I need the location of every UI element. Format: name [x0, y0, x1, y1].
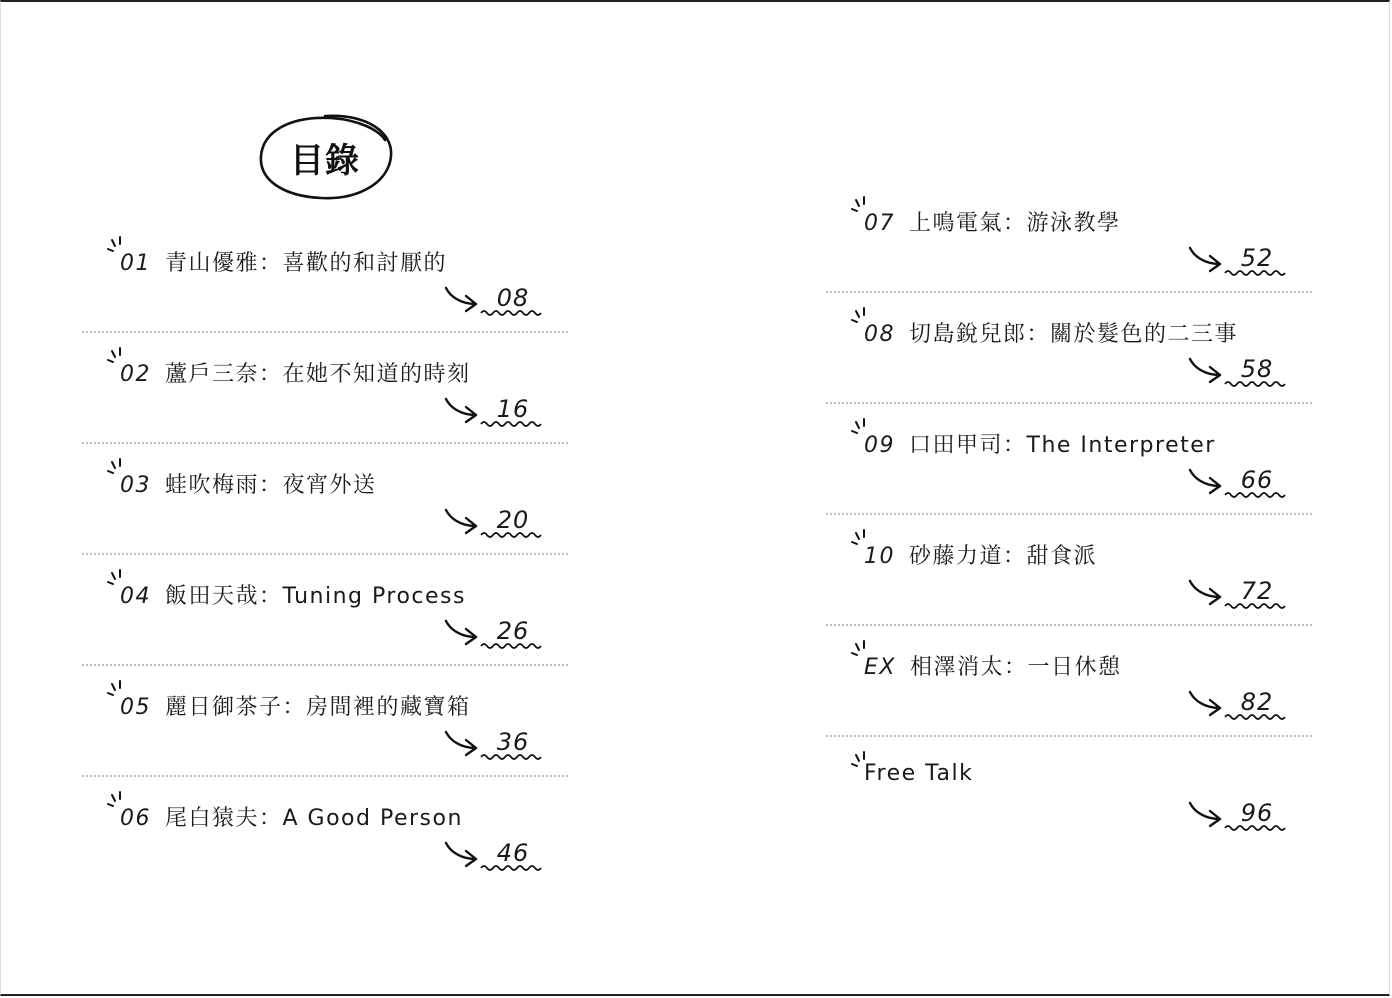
- toc-entry[interactable]: [826, 737, 1312, 848]
- toc-entry-number: 07: [864, 211, 895, 236]
- toc-entry-number: 08: [864, 322, 895, 347]
- toc-entry-title-text: 蘆戶三奈：在她不知道的時刻: [165, 362, 471, 387]
- toc-entry[interactable]: [826, 404, 1312, 515]
- curved-arrow-icon: [1186, 799, 1226, 831]
- toc-entry-title: [864, 206, 1121, 237]
- toc-page-number: 66: [1240, 466, 1274, 494]
- toc-entry[interactable]: [826, 515, 1312, 626]
- toc-page-reference[interactable]: [442, 284, 546, 316]
- toc-entry-number: 02: [120, 362, 151, 387]
- toc-entry-number: 09: [864, 433, 895, 458]
- curved-arrow-icon: [1186, 577, 1226, 609]
- curved-arrow-icon: [442, 395, 482, 427]
- curved-arrow-icon: [442, 728, 482, 760]
- toc-page-reference[interactable]: [442, 728, 546, 760]
- curved-arrow-icon: [1186, 466, 1226, 498]
- toc-entry-title-text: 上鳴電氣：游泳教學: [909, 211, 1121, 236]
- toc-page-reference[interactable]: [442, 506, 546, 538]
- wavy-underline-icon: [480, 420, 542, 428]
- toc-page-reference[interactable]: [1186, 577, 1290, 609]
- wavy-underline-icon: [480, 531, 542, 539]
- toc-page-number: 52: [1240, 244, 1274, 272]
- toc-entry-number: EX: [864, 655, 896, 680]
- toc-entry-title: [864, 428, 1216, 459]
- wavy-underline-icon: [1224, 380, 1286, 388]
- wavy-underline-icon: [1224, 824, 1286, 832]
- toc-entry-number: 04: [120, 584, 151, 609]
- toc-entry-number: 10: [864, 544, 895, 569]
- toc-entry-title: [864, 317, 1238, 348]
- toc-page-reference[interactable]: [1186, 799, 1290, 831]
- wavy-underline-icon: [480, 753, 542, 761]
- toc-page-number: 26: [496, 617, 530, 645]
- toc-entry[interactable]: [82, 222, 568, 333]
- toc-entry[interactable]: [826, 293, 1312, 404]
- toc-entry-title-text: 飯田天哉：Tuning Process: [165, 584, 466, 609]
- toc-entry-title: [864, 650, 1122, 681]
- wavy-underline-icon: [1224, 491, 1286, 499]
- wavy-underline-icon: [1224, 713, 1286, 721]
- toc-entry-number: 01: [120, 251, 151, 276]
- curved-arrow-icon: [442, 284, 482, 316]
- curved-arrow-icon: [1186, 244, 1226, 276]
- toc-entry-title: [120, 690, 471, 721]
- toc-entry-title-text: 尾白猿夫：A Good Person: [165, 806, 463, 831]
- toc-entry[interactable]: [826, 626, 1312, 737]
- toc-page-number: 96: [1240, 799, 1274, 827]
- wavy-underline-icon: [1224, 269, 1286, 277]
- toc-entry-title-text: 相澤消太：一日休憩: [909, 655, 1122, 680]
- toc-page-number: 08: [496, 284, 530, 312]
- toc-page-reference[interactable]: [1186, 466, 1290, 498]
- toc-page-reference[interactable]: [1186, 688, 1290, 720]
- wavy-underline-icon: [480, 309, 542, 317]
- toc-entry-title-text: 砂藤力道：甜食派: [909, 544, 1098, 569]
- toc-entry-number: 03: [120, 473, 151, 498]
- toc-page-reference[interactable]: [442, 617, 546, 649]
- toc-page-number: 82: [1240, 688, 1274, 716]
- toc-page-reference[interactable]: [1186, 355, 1290, 387]
- toc-entry-title: [864, 539, 1097, 570]
- wavy-underline-icon: [480, 864, 542, 872]
- toc-page-number: 20: [496, 506, 530, 534]
- toc-page-number: 16: [496, 395, 530, 423]
- curved-arrow-icon: [442, 506, 482, 538]
- toc-entry-title: [120, 246, 447, 277]
- toc-page-reference[interactable]: [1186, 244, 1290, 276]
- toc-entry[interactable]: [82, 666, 568, 777]
- toc-entry-title: [864, 761, 973, 786]
- wavy-underline-icon: [1224, 602, 1286, 610]
- curved-arrow-icon: [1186, 355, 1226, 387]
- toc-page-number: 36: [496, 728, 530, 756]
- toc-entry[interactable]: [826, 182, 1312, 293]
- toc-entry-title: [120, 579, 466, 610]
- toc-entry-title-text: 蛙吹梅雨：夜宵外送: [165, 473, 377, 498]
- toc-entry-title: [120, 357, 471, 388]
- toc-page-reference[interactable]: [442, 839, 546, 871]
- toc-entry-title-text: 青山優雅：喜歡的和討厭的: [165, 251, 448, 276]
- curved-arrow-icon: [442, 839, 482, 871]
- toc-left-column: [82, 222, 568, 888]
- toc-entry-title-text: 麗日御茶子：房間裡的藏寶箱: [165, 695, 471, 720]
- toc-entry-title-text: Free Talk: [864, 761, 974, 786]
- toc-entry-title: [120, 468, 377, 499]
- toc-page-reference[interactable]: [442, 395, 546, 427]
- toc-entry-number: 06: [120, 806, 151, 831]
- toc-entry[interactable]: [82, 333, 568, 444]
- toc-title-text: 目錄: [290, 140, 360, 181]
- curved-arrow-icon: [442, 617, 482, 649]
- toc-entry-title-text: 口田甲司：The Interpreter: [909, 433, 1216, 458]
- toc-entry[interactable]: [82, 555, 568, 666]
- toc-page-number: 46: [496, 839, 530, 867]
- toc-entry-number: 05: [120, 695, 151, 720]
- toc-heading: [255, 110, 395, 204]
- toc-entry[interactable]: [82, 777, 568, 888]
- toc-entry-title-text: 切島銳兒郎：關於髮色的二三事: [909, 322, 1239, 347]
- wavy-underline-icon: [480, 642, 542, 650]
- toc-entry-title: [120, 801, 463, 832]
- toc-right-column: [826, 182, 1312, 848]
- curved-arrow-icon: [1186, 688, 1226, 720]
- toc-page-number: 72: [1240, 577, 1274, 605]
- toc-entry[interactable]: [82, 444, 568, 555]
- toc-page-number: 58: [1240, 355, 1274, 383]
